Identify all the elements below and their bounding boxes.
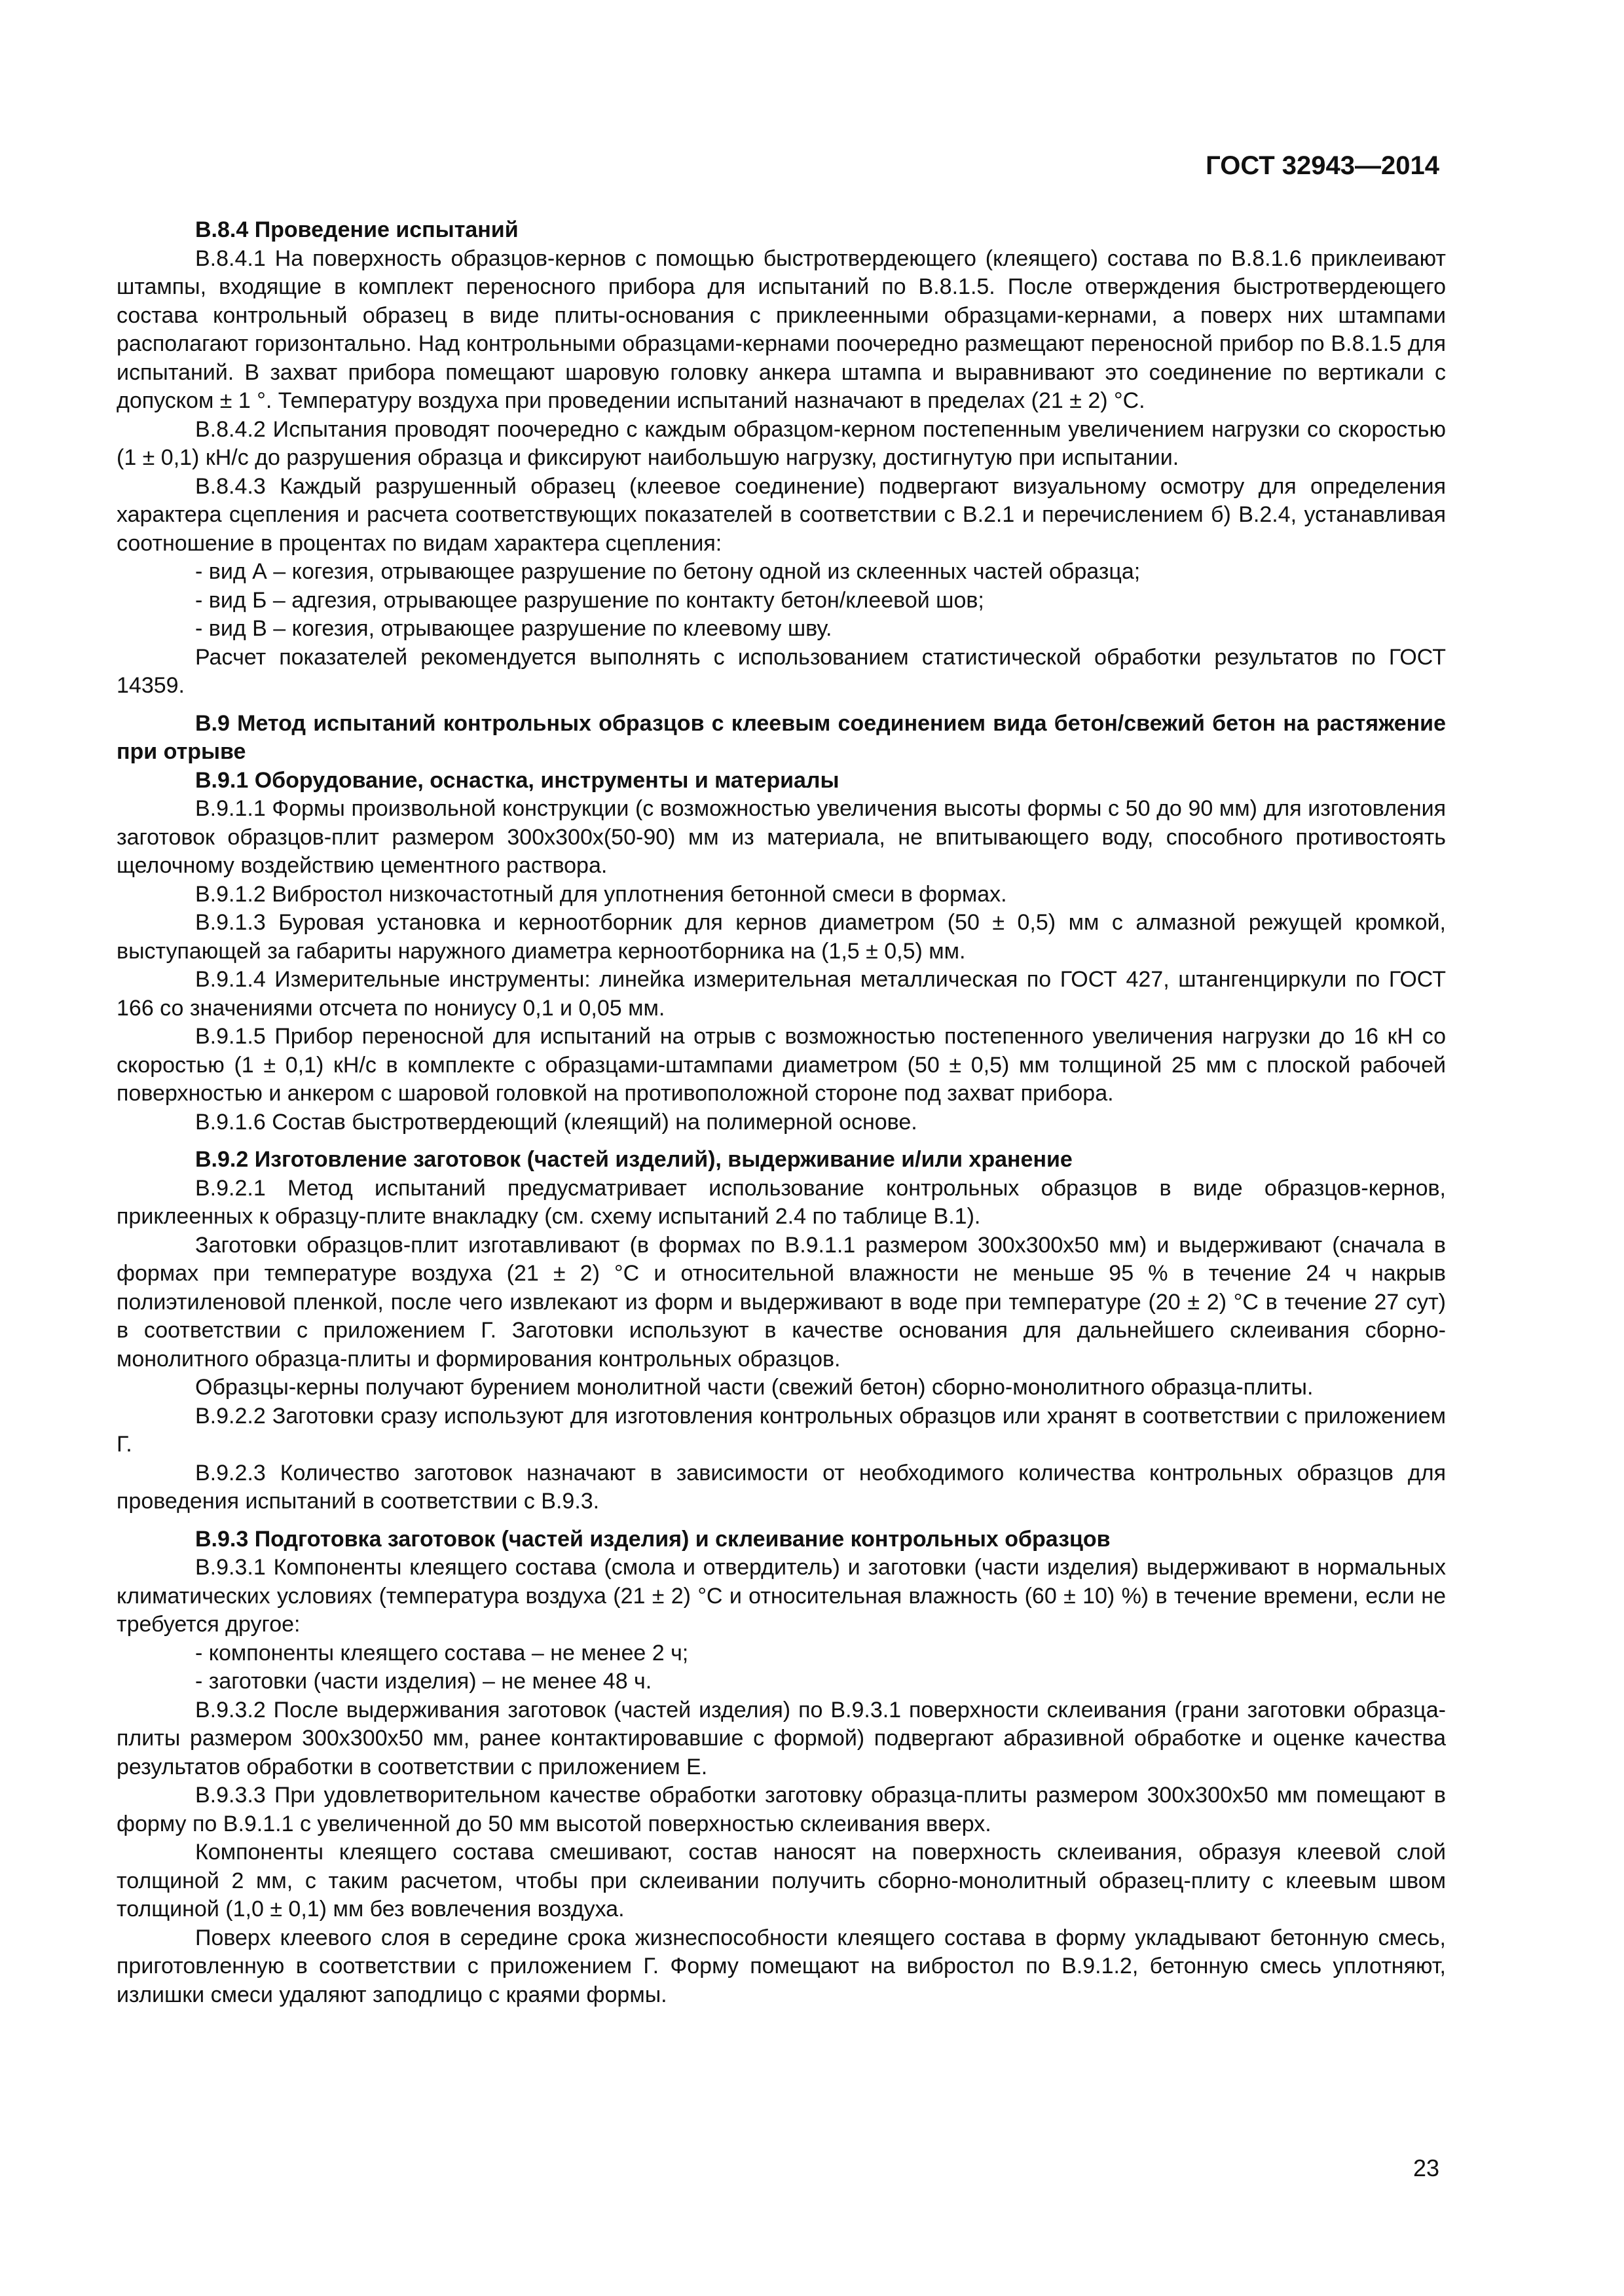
paragraph: Компоненты клеящего состава смешивают, состав наносят на поверхность склеивания, образуя клеевой слой толщиной 2 мм, с таким расчетом, чтобы при склеивании получить сборно-монолитный образец-плиту с клеевым швом толщиной (1,0 ± 0,1) мм без вовлечения воздуха.: [117, 1840, 1446, 1922]
paragraph: Расчет показателей рекомендуется выполнять с использованием статистической обработки результатов по ГОСТ 14359.: [117, 644, 1446, 698]
paragraph: Образцы-керны получают бурением монолитной части (свежий бетон) сборно-монолитного образца-плиты.: [195, 1375, 1314, 1400]
paragraph: В.8.4.2 Испытания проводят поочередно с каждым образцом-керном постепенным увеличением нагрузки со скоростью (1 ± 0,1) кН/с до разрушения образца и фиксируют наибольшую нагрузку, достигнутую при испытании.: [117, 416, 1446, 470]
section-heading: В.9.3 Подготовка заготовок (частей изделия) и склеивание контрольных образцов: [195, 1526, 1111, 1552]
paragraph: В.9.3.3 При удовлетворительном качестве обработки заготовку образца-плиты размером 300х300х50 мм помещают в форму по В.9.1.1 с увеличенной до 50 мм высотой поверхностью склеивания вверх.: [117, 1783, 1446, 1836]
paragraph: В.9.3.1 Компоненты клеящего состава (смола и отвердитель) и заготовки (части изделия) выдерживают в нормальных климатических условиях (температура воздуха (21 ± 2) °С и относительная влажность (60 ± 10) %) в течение времени, если не требуется другое:: [117, 1555, 1446, 1637]
paragraph: Заготовки образцов-плит изготавливают (в формах по В.9.1.1 размером 300х300х50 мм) и выдерживают (сначала в формах при температуре воздуха (21 ± 2) °С и относительной влажности не меньше 95 % в течение 24 ч накрыв полиэтиленовой пленкой, после чего извлекают из форм и выдерживают в воде при температуре (20 ± 2) °С в течение 27 сут) в соответствии с приложением Г. Заготовки используют в качестве основания для дальнейшего склеивания сборно-монолитного образца-плиты и формирования контрольных образцов.: [117, 1232, 1446, 1372]
document-id-header: ГОСТ 32943—2014: [1206, 151, 1439, 180]
paragraph: Поверх клеевого слоя в середине срока жизнеспособности клеящего состава в форму укладывают бетонную смесь, приготовленную в соответствии с приложением Г. Форму помещают на вибростол по В.9.1.2, бетонную смесь уплотняют, излишки смеси удаляют заподлицо с краями формы.: [117, 1925, 1446, 2007]
paragraph: В.8.4.1 На поверхность образцов-кернов с помощью быстротвердеющего (клеящего) состава по В.8.1.6 приклеивают штампы, входящие в комплект переносного прибора для испытаний по В.8.1.5. После отверждения быстротвердеющего состава контрольный образец в виде плиты-основания с приклеенными образцами-кернами, а поверх них штампами располагают горизонтально. Над контрольными образцами-кернами поочередно размещают переносной прибор по В.8.1.5 для испытаний. В захват прибора помещают шаровую головку анкера штампа и выравнивают это соединение по вертикали с допуском ± 1 °. Температуру воздуха при проведении испытаний назначают в пределах (21 ± 2) °С.: [117, 246, 1446, 413]
paragraph: В.9.1.5 Прибор переносной для испытаний на отрыв с возможностью постепенного увеличения нагрузки до 16 кН со скоростью (1 ± 0,1) кН/с в комплекте с образцами-штампами диаметром (50 ± 0,5) мм толщиной 25 мм с плоской рабочей поверхностью и анкером с шаровой головкой на противоположной стороне под захват прибора.: [117, 1024, 1446, 1106]
list-item: - компоненты клеящего состава – не менее 2 ч;: [195, 1640, 689, 1666]
paragraph: В.9.1.1 Формы произвольной конструкции (с возможностью увеличения высоты формы с 50 до 90 мм) для изготовления заготовок образцов-плит размером 300х300х(50-90) мм из материала, не впитывающего воду, способного противостоять щелочному воздействию цементного раствора.: [117, 796, 1446, 878]
paragraph: В.9.1.3 Буровая установка и керноотборник для кернов диаметром (50 ± 0,5) мм с алмазной режущей кромкой, выступающей за габариты наружного диаметра керноотборника на (1,5 ± 0,5) мм.: [117, 910, 1446, 964]
section-heading: В.8.4 Проведение испытаний: [195, 217, 519, 242]
paragraph: В.9.2.1 Метод испытаний предусматривает использование контрольных образцов в виде образцов-кернов, приклеенных к образцу-плите внакладку (см. схему испытаний 2.4 по таблице В.1).: [117, 1175, 1446, 1229]
paragraph: В.9.1.6 Состав быстротвердеющий (клеящий) на полимерной основе.: [195, 1109, 917, 1135]
paragraph: В.9.1.4 Измерительные инструменты: линейка измерительная металлическая по ГОСТ 427, штангенциркули по ГОСТ 166 со значениями отсчета по нониусу 0,1 и 0,05 мм.: [117, 967, 1446, 1021]
section-heading: В.9.2 Изготовление заготовок (частей изделий), выдерживание и/или хранение: [195, 1147, 1073, 1172]
section-heading: В.9 Метод испытаний контрольных образцов с клеевым соединением вида бетон/свежий бетон на растяжение при отрыве: [117, 710, 1446, 764]
list-item: - вид А – когезия, отрывающее разрушение по бетону одной из склеенных частей образца;: [195, 559, 1141, 584]
paragraph: В.8.4.3 Каждый разрушенный образец (клеевое соединение) подвергают визуальному осмотру для определения характера сцепления и расчета соответствующих показателей в соответствии с В.2.1 и перечислением б) В.2.4, устанавливая соотношение в процентах по видам характера сцепления:: [117, 473, 1446, 556]
list-item: - вид В – когезия, отрывающее разрушение по клеевому шву.: [195, 616, 832, 641]
paragraph: В.9.2.2 Заготовки сразу используют для изготовления контрольных образцов или хранят в соответствии с приложением Г.: [117, 1403, 1446, 1457]
page-number: 23: [1412, 2155, 1439, 2181]
paragraph: В.9.1.2 Вибростол низкочастотный для уплотнения бетонной смеси в формах.: [195, 881, 1007, 907]
list-item: - заготовки (части изделия) – не менее 48 ч.: [195, 1669, 652, 1694]
paragraph: В.9.3.2 После выдерживания заготовок (частей изделия) по В.9.3.1 поверхности склеивания (грани заготовки образца-плиты размером 300х300х50 мм, ранее контактировавшие с формой) подвергают абразивной обработке и оценке качества результатов обработки в соответствии с приложением Е.: [117, 1697, 1446, 1779]
document-body: [117, 216, 1446, 2009]
paragraph: В.9.2.3 Количество заготовок назначают в зависимости от необходимого количества контрольных образцов для проведения испытаний в соответствии с В.9.3.: [117, 1460, 1446, 1514]
section-heading: В.9.1 Оборудование, оснастка, инструменты и материалы: [195, 767, 840, 793]
list-item: - вид Б – адгезия, отрывающее разрушение по контакту бетон/клеевой шов;: [195, 587, 984, 613]
